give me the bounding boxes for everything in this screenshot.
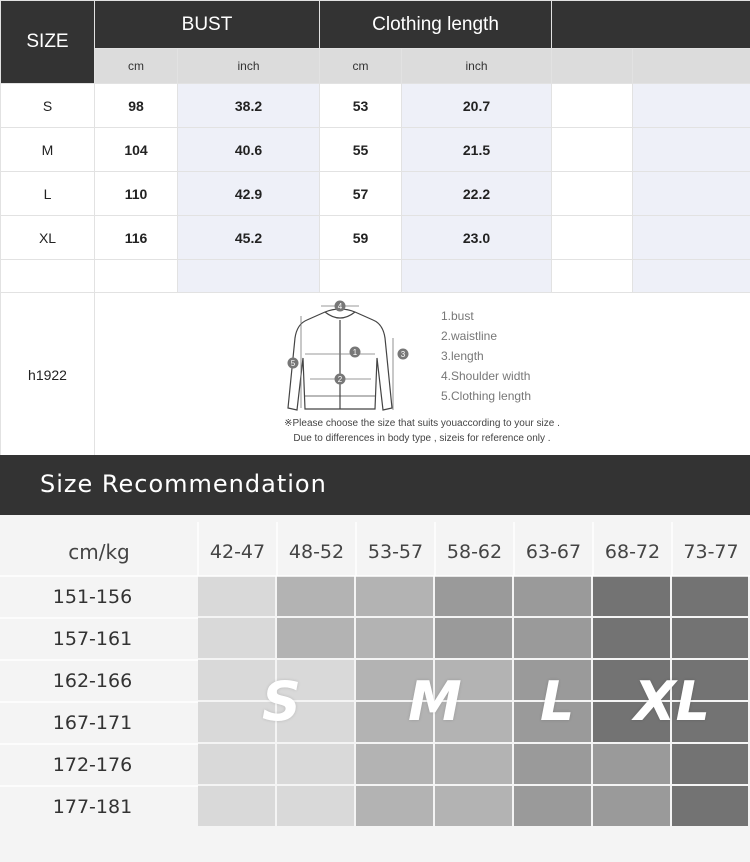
length-cm-cell: 55 [320, 128, 402, 172]
empty-cell [1, 260, 95, 293]
bust-cm-cell: 104 [95, 128, 178, 172]
length-inch-cell: 20.7 [402, 84, 552, 128]
empty-cell [633, 216, 750, 260]
grid-cell [356, 744, 433, 784]
grid-cell [198, 618, 275, 658]
height-range-header: 151-156 [52, 586, 133, 608]
grid-cell [435, 744, 512, 784]
empty-cell [552, 84, 633, 128]
size-header: SIZE [1, 1, 95, 84]
marker-label: 3 [400, 350, 406, 359]
length-inch-cell: 21.5 [402, 128, 552, 172]
note-item: 1.bust [441, 309, 474, 323]
bust-inch-cell: 42.9 [178, 172, 320, 216]
weight-range-header: 68-72 [604, 541, 661, 563]
length-cm-cell: 57 [320, 172, 402, 216]
bust-inch-cell: 38.2 [178, 84, 320, 128]
garment-diagram [275, 298, 415, 416]
size-cell: M [1, 128, 95, 172]
grid-cell [198, 744, 275, 784]
table-row [1, 172, 750, 216]
grid-cell [593, 786, 670, 826]
empty-cell [633, 172, 750, 216]
grid-cell [672, 576, 748, 616]
size-cell: XL [1, 216, 95, 260]
table-row [1, 216, 750, 260]
empty-subheader [633, 49, 750, 84]
grid-cell [356, 786, 433, 826]
empty-subheader [552, 49, 633, 84]
measurement-notes [441, 306, 531, 406]
bust-header: BUST [95, 1, 320, 49]
bust-inch-cell: 40.6 [178, 128, 320, 172]
empty-cell [178, 260, 320, 293]
length-inch-subheader: inch [402, 49, 552, 84]
height-range-header: 177-181 [52, 796, 133, 818]
grid-cell [435, 618, 512, 658]
size-xl-label: XL [634, 670, 711, 733]
grid-cell [277, 576, 354, 616]
empty-cell [552, 260, 633, 293]
weight-range-header: 63-67 [525, 541, 582, 563]
note-item: 3.length [441, 349, 484, 363]
bust-cm-subheader: cm [95, 49, 178, 84]
empty-cell [633, 260, 750, 293]
model-code-cell: h1922 [1, 293, 95, 458]
marker-label: 2 [337, 375, 343, 384]
empty-cell [402, 260, 552, 293]
table-row [1, 84, 750, 128]
bust-inch-subheader: inch [178, 49, 320, 84]
empty-cell [552, 128, 633, 172]
recommendation-title: Size Recommendation [40, 470, 327, 498]
length-cm-cell: 59 [320, 216, 402, 260]
size-cell: S [1, 84, 95, 128]
bust-inch-cell: 45.2 [178, 216, 320, 260]
table-row [1, 128, 750, 172]
empty-cell [633, 128, 750, 172]
weight-range-header: 73-77 [683, 541, 739, 563]
grid-cell [514, 618, 591, 658]
grid-cell [593, 576, 670, 616]
size-m-label: M [408, 670, 462, 733]
grid-cell [356, 576, 433, 616]
height-range-header: 157-161 [52, 628, 133, 650]
grid-cell [277, 618, 354, 658]
grid-cell [672, 744, 748, 784]
bust-cm-cell: 98 [95, 84, 178, 128]
clothing-length-header: Clothing length [320, 1, 552, 49]
grid-cell [672, 618, 748, 658]
length-cm-cell: 53 [320, 84, 402, 128]
grid-cell [672, 786, 748, 826]
note-item: 2.waistline [441, 329, 498, 343]
height-range-header: 172-176 [52, 754, 133, 776]
grid-cell [593, 618, 670, 658]
grid-cell [593, 744, 670, 784]
grid-cell [435, 786, 512, 826]
size-l-label: L [540, 670, 575, 733]
grid-cell [198, 786, 275, 826]
empty-cell [552, 172, 633, 216]
size-remark: ※Please choose the size that suits youaccording to your size . [284, 418, 560, 429]
note-item: 5.Clothing length [441, 389, 532, 403]
empty-cell [633, 84, 750, 128]
weight-range-header: 48-52 [288, 541, 345, 563]
height-range-header: 167-171 [52, 712, 133, 734]
grid-cell [514, 786, 591, 826]
recommendation-banner [0, 455, 750, 515]
note-item: 4.Shoulder width [441, 369, 531, 383]
bust-cm-cell: 110 [95, 172, 178, 216]
grid-cell [277, 786, 354, 826]
empty-cell [552, 216, 633, 260]
jacket-outline [288, 309, 392, 410]
weight-range-header: 53-57 [367, 541, 424, 563]
size-cell: L [1, 172, 95, 216]
weight-range-header: 58-62 [446, 541, 503, 563]
marker-label: 5 [290, 359, 296, 368]
length-inch-cell: 22.2 [402, 172, 552, 216]
empty-cell [320, 260, 402, 293]
empty-header [552, 1, 750, 49]
grid-cell [435, 576, 512, 616]
bust-cm-cell: 116 [95, 216, 178, 260]
empty-cell [95, 260, 178, 293]
grid-cell [277, 744, 354, 784]
table-row [1, 260, 750, 293]
size-remark: Due to differences in body type , sizeis for reference only . [293, 433, 551, 444]
height-range-header: 162-166 [52, 670, 133, 692]
grid-cell [198, 576, 275, 616]
grid-cell [514, 744, 591, 784]
length-cm-subheader: cm [320, 49, 402, 84]
length-inch-cell: 23.0 [402, 216, 552, 260]
marker-label: 1 [352, 348, 358, 357]
unit-label: cm/kg [68, 540, 130, 564]
weight-range-header: 42-47 [209, 541, 266, 563]
marker-label: 4 [337, 302, 343, 311]
grid-cell [356, 618, 433, 658]
grid-cell [514, 576, 591, 616]
size-s-label: S [262, 670, 301, 733]
